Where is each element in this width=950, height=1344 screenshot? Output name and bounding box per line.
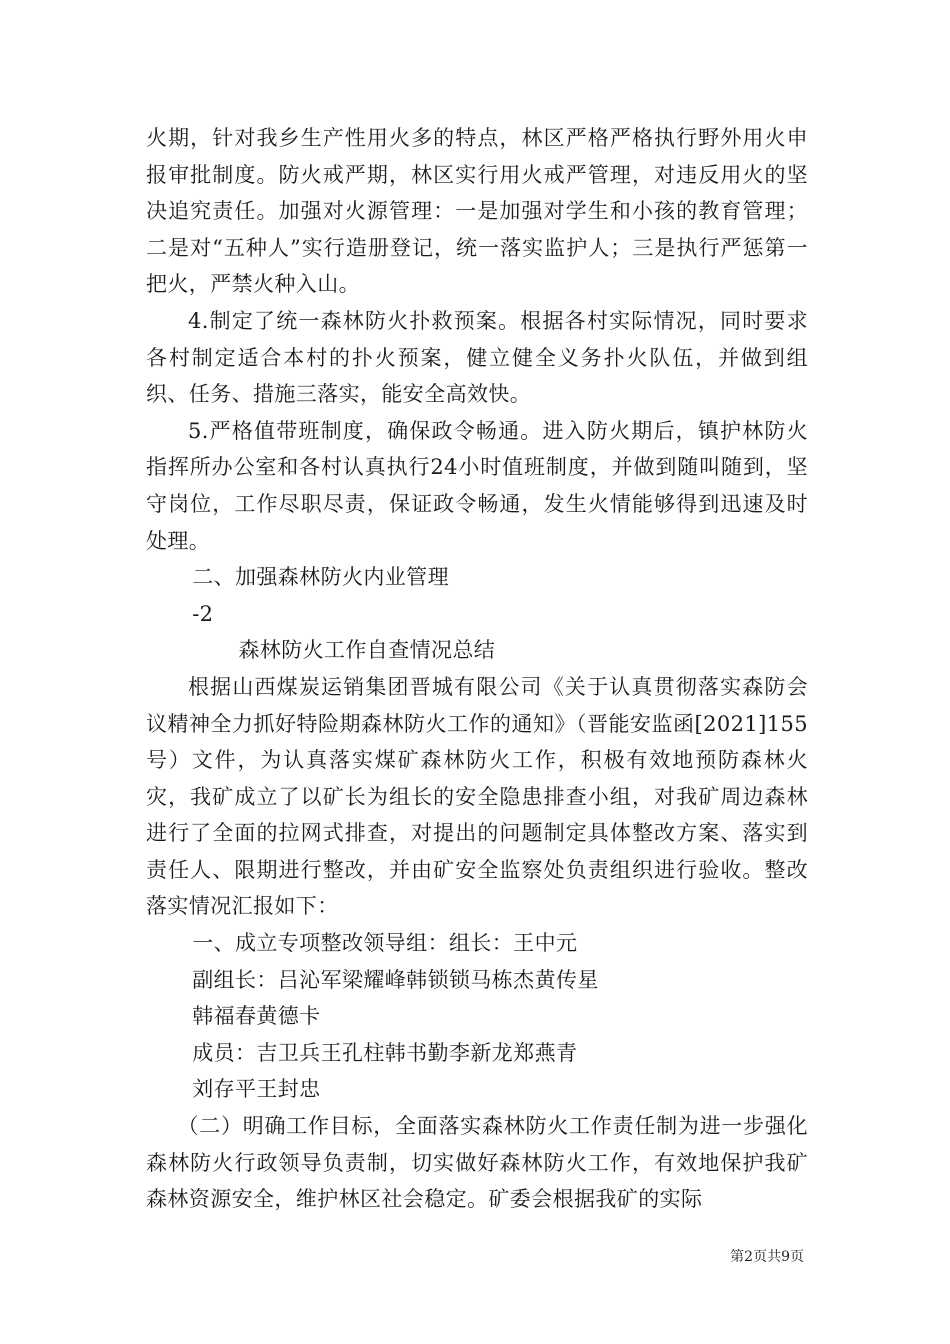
paragraph-item-4: 4.制定了统一森林防火扑救预案。根据各村实际情况，同时要求各村制定适合本村的扑火预案，健立健全义务扑火队伍，并做到组织、任务、措施三落实，能安全高效快。 [146, 308, 808, 407]
paragraph-members: 成员：吉卫兵王孔柱韩书勤李新龙郑燕青 [192, 1040, 578, 1065]
paragraph-work-goals: （二）明确工作目标，全面落实森林防火工作责任制为进一步强化森林防火行政领导负责制，切实做好森林防火工作，有效地保护我矿森林资源安全，维护林区社会稳定。矿委会根据我矿的实际 [146, 1114, 808, 1212]
paragraph-leader-group: 一、成立专项整改领导组：组长：王中元 [192, 931, 578, 956]
paragraph-deputy-leaders-continued: 韩福春黄德卡 [192, 1004, 321, 1029]
paragraph-deputy-leaders: 副组长：吕沁军梁耀峰韩锁锁马栋杰黄传星 [192, 967, 599, 992]
paragraph-item-5: 5.严格值带班制度，确保政令畅通。进入防火期后，镇护林防火指挥所办公室和各村认真执行24小时值班制度，并做到随叫随到，坚守岗位，工作尽职尽责，保证政令畅通，发生火情能够得到迅速及时处理。 [146, 418, 808, 553]
paragraph-introduction: 根据山西煤炭运销集团晋城有限公司《关于认真贯彻落实森防会议精神全力抓好特险期森林防火工作的通知》（晋能安监函[2021]155号）文件，为认真落实煤矿森林防火工作，积极有效地预防森林火灾，我矿成立了以矿长为组长的安全隐患排查小组，对我矿周边森林进行了全面的拉网式排查，对提出的问题制定具体整改方案、落实到责任人、限期进行整改，并由矿安全监察处负责组织进行验收。整改落实情况汇报如下： [146, 674, 808, 919]
paragraph-fire-season-continued: 火期，针对我乡生产性用火多的特点，林区严格严格执行野外用火申报审批制度。防火戒严期，林区实行用火戒严管理，对违反用火的坚决追究责任。加强对火源管理：一是加强对学生和小孩的教育管理；二是对“五种人”实行造册登记，统一落实监护人；三是执行严惩第一把火，严禁火种入山。 [146, 126, 808, 297]
section-heading-internal-management: 二、加强森林防火内业管理 [192, 565, 449, 590]
paragraph-members-continued: 刘存平王封忠 [192, 1077, 321, 1102]
document-body [146, 120, 808, 1218]
page-number-footer: 第2页共9页 [730, 1249, 804, 1265]
document-title: 森林防火工作自查情况总结 [238, 638, 496, 663]
page-marker: -2 [192, 601, 214, 626]
